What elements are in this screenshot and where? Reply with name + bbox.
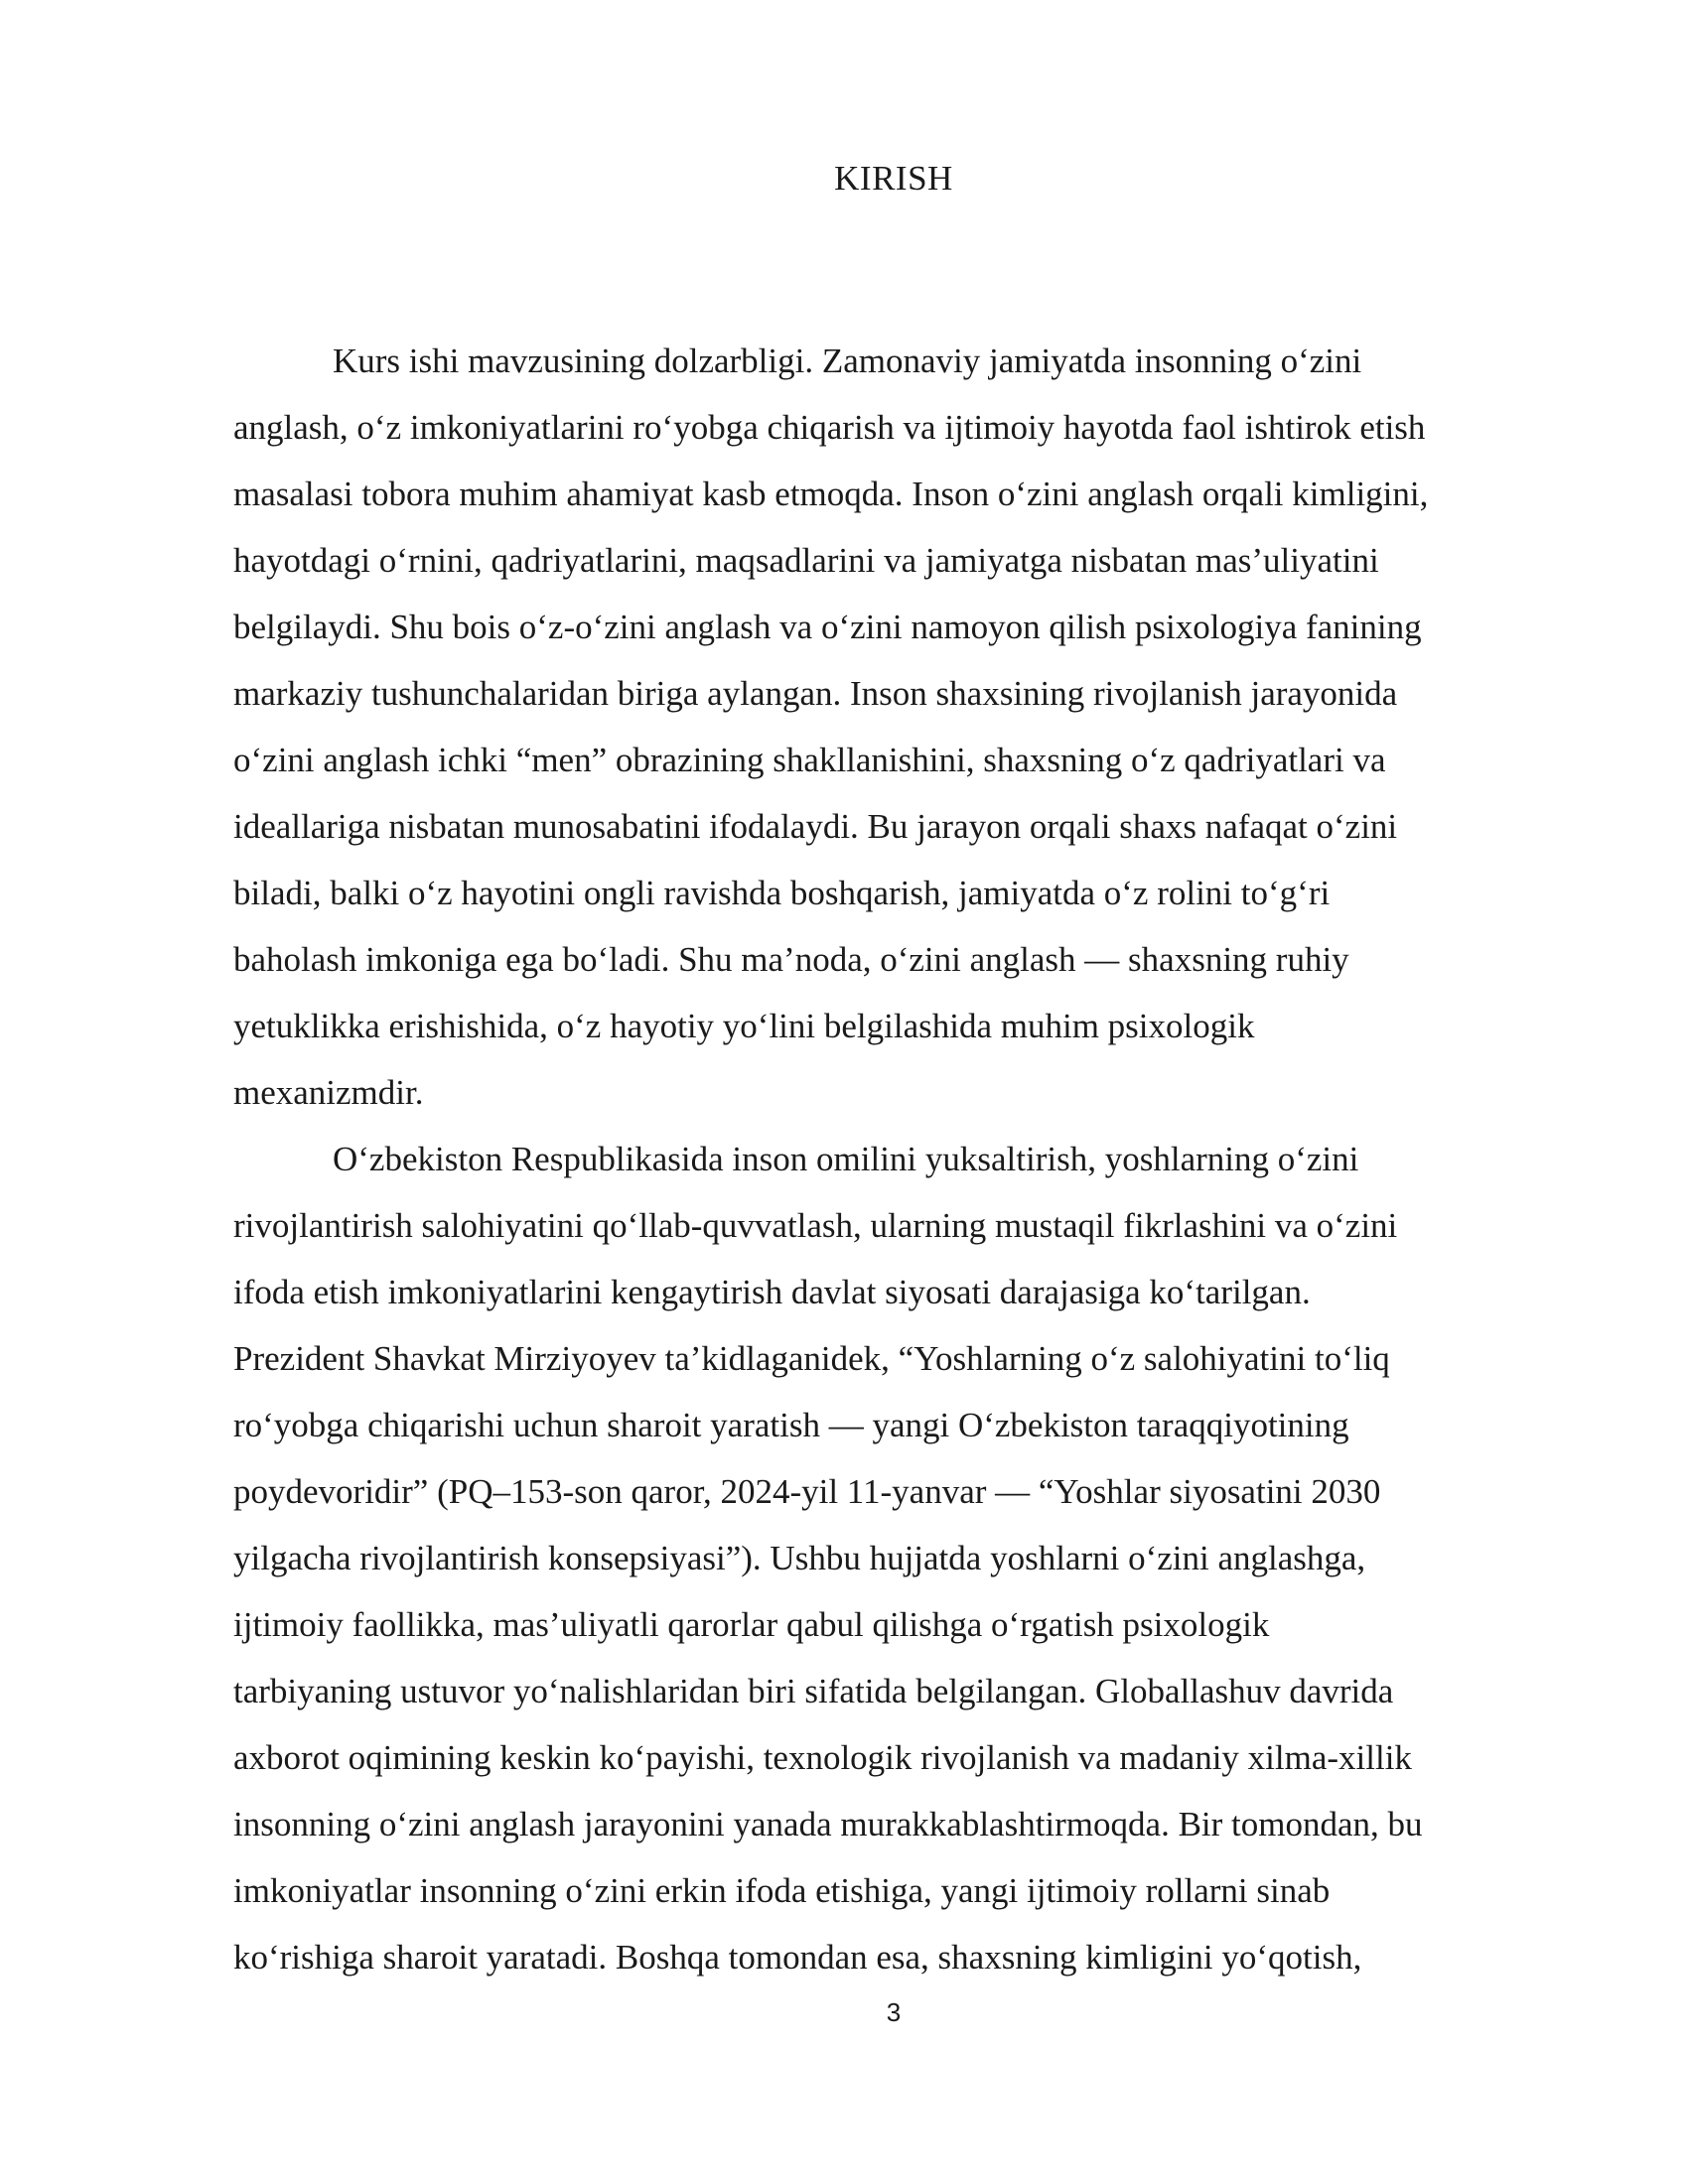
- text-line: imkoniyatlar insonning o‘zini erkin ifoda etishiga, yangi ijtimoiy rollarni sinab: [233, 1871, 1331, 1910]
- text-line: rivojlantirish salohiyatini qo‘llab-quvvatlash, ularning mustaqil fikrlashini va o‘zini: [233, 1206, 1398, 1245]
- section-heading: KIRISH: [834, 159, 953, 198]
- text-line: ro‘yobga chiqarishi uchun sharoit yaratish — yangi O‘zbekiston taraqqiyotining: [233, 1406, 1349, 1444]
- text-line: belgilaydi. Shu bois o‘z-o‘zini anglash va o‘zini namoyon qilish psixologiya fanining: [233, 608, 1422, 646]
- text-line: baholash imkoniga ega bo‘ladi. Shu ma’noda, o‘zini anglash — shaxsning ruhiy: [233, 940, 1349, 979]
- text-line: ko‘rishiga sharoit yaratadi. Boshqa tomondan esa, shaxsning kimligini yo‘qotish,: [233, 1938, 1362, 1977]
- text-line: markaziy tushunchalaridan biriga aylangan. Inson shaxsining rivojlanish jarayonida: [233, 674, 1398, 713]
- text-line: yetuklikka erishishida, o‘z hayotiy yo‘lini belgilashida muhim psixologik: [233, 1007, 1255, 1045]
- text-line: axborot oqimining keskin ko‘payishi, texnologik rivojlanish va madaniy xilma-xillik: [233, 1738, 1412, 1777]
- text-line: poydevoridir” (PQ–153-son qaror, 2024-yil 11-yanvar — “Yoshlar siyosatini 2030: [233, 1472, 1381, 1511]
- text-line: o‘zini anglash ichki “men” obrazining shakllanishini, shaxsning o‘z qadriyatlari va: [233, 741, 1386, 779]
- body-text: [233, 328, 1564, 1990]
- paragraph-1: [233, 328, 1564, 1126]
- text-line: masalasi tobora muhim ahamiyat kasb etmoqda. Inson o‘zini anglash orqali kimligini,: [233, 475, 1429, 513]
- text-line: anglash, o‘z imkoniyatlarini ro‘yobga chiqarish va ijtimoiy hayotda faol ishtirok etish: [233, 408, 1426, 447]
- text-line: mexanizmdir.: [233, 1073, 424, 1112]
- text-line: O‘zbekiston Respublikasida inson omilini yuksaltirish, yoshlarning o‘zini: [333, 1140, 1359, 1178]
- text-line: hayotdagi o‘rnini, qadriyatlarini, maqsadlarini va jamiyatga nisbatan mas’uliyatini: [233, 541, 1379, 580]
- text-line: ifoda etish imkoniyatlarini kengaytirish davlat siyosati darajasiga ko‘tarilgan.: [233, 1273, 1311, 1311]
- paragraph-2: [233, 1126, 1564, 1990]
- text-line: yilgacha rivojlantirish konsepsiyasi”). Ushbu hujjatda yoshlarni o‘zini anglashga,: [233, 1539, 1366, 1577]
- text-line: insonning o‘zini anglash jarayonini yanada murakkablashtirmoqda. Bir tomondan, bu: [233, 1805, 1423, 1843]
- text-line: Kurs ishi mavzusining dolzarbligi. Zamonaviy jamiyatda insonning o‘zini: [333, 341, 1362, 380]
- text-line: ideallariga nisbatan munosabatini ifodalaydi. Bu jarayon orqali shaxs nafaqat o‘zini: [233, 807, 1398, 846]
- text-line: tarbiyaning ustuvor yo‘nalishlaridan biri sifatida belgilangan. Globallashuv davrida: [233, 1672, 1394, 1710]
- text-line: biladi, balki o‘z hayotini ongli ravishda boshqarish, jamiyatda o‘z rolini to‘g‘ri: [233, 874, 1331, 912]
- text-line: Prezident Shavkat Mirziyoyev ta’kidlaganidek, “Yoshlarning o‘z salohiyatini to‘liq: [233, 1339, 1390, 1378]
- text-line: ijtimoiy faollikka, mas’uliyatli qarorlar qabul qilishga o‘rgatish psixologik: [233, 1605, 1270, 1644]
- page-number: 3: [886, 1997, 902, 2027]
